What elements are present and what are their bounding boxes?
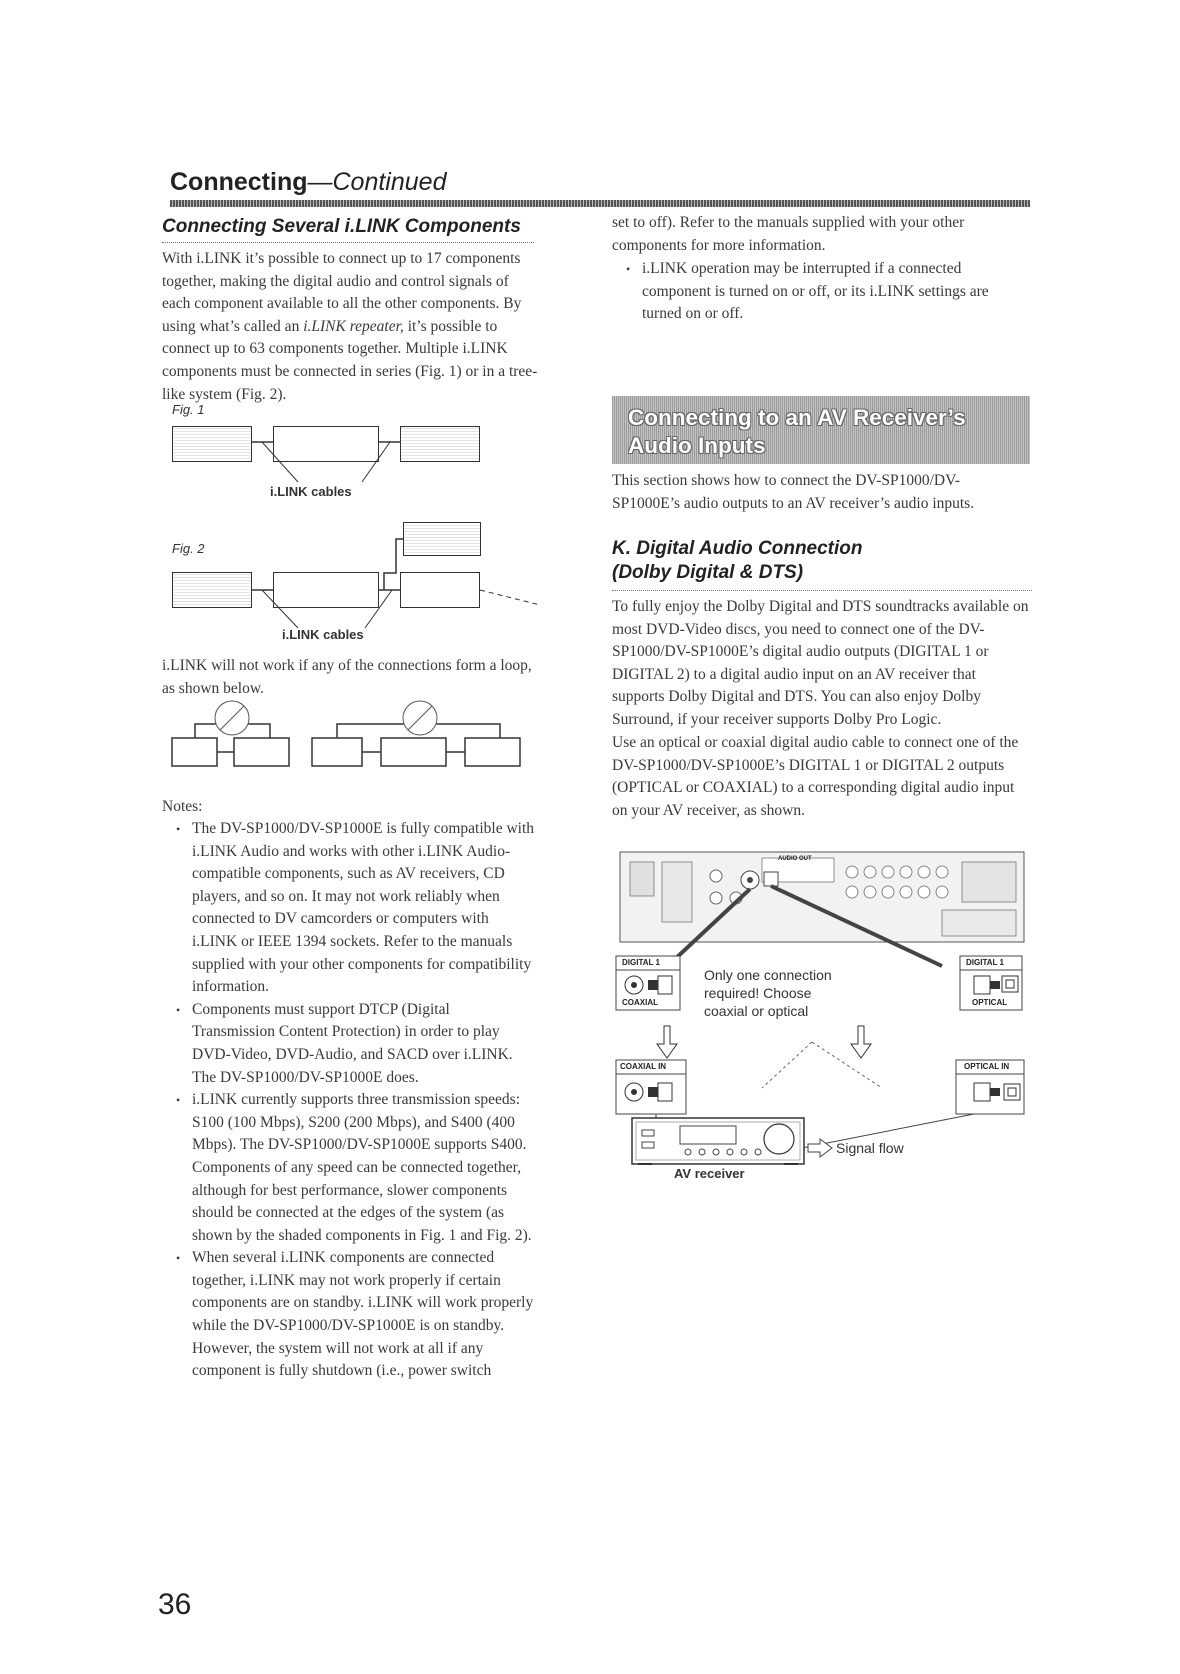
digital1-right-label: DIGITAL 1 [966,958,1004,967]
banner-line-1: Connecting to an AV Receiver’s [628,405,966,430]
intro-paragraph [162,248,540,406]
connection-note-line-1: Only one connection [704,967,832,983]
section-rule [162,242,534,243]
subsection-title-line-1: K. Digital Audio Connection [612,538,863,559]
fig2-cables [160,515,550,635]
continued-bullet-container [624,258,1012,326]
connection-diagram [612,848,1032,1188]
header-rule [170,200,1030,207]
audio-out-label: AUDIO OUT [778,856,812,862]
header-title: Connecting [170,168,308,196]
note-item: • Components must support DTCP (Digital Transmission Content Protection) in order to play DVD-Video, DVD-Audio, and SACD over i.LINK. The DV-SP1000/DV-SP1000E does. [192,999,536,1089]
connection-note-line-3: coaxial or optical [704,1003,809,1019]
notes-list [174,818,536,1383]
connection-note [704,966,832,1020]
page-header [170,168,446,197]
coaxial-label: COAXIAL [622,998,658,1007]
notes-list-container [174,818,536,1383]
subsection-rule [612,590,1032,591]
digital1-left-label: DIGITAL 1 [622,958,660,967]
fig2-label: Fig. 2 [172,541,205,556]
banner-line-2: Audio Inputs [628,433,766,458]
banner-title [628,404,966,460]
continued-bullet: • i.LINK operation may be interrupted if a connected component is turned on or off, or its i.LINK settings are turned on or off. [642,258,1012,326]
notes-heading: Notes: [162,798,203,815]
coaxial-in-label: COAXIAL IN [620,1062,667,1071]
header-continued: —Continued [307,168,447,196]
intro-pre: With i.LINK it’s possible to connect up to 17 components together, making the digital audio and control signals of each component available to all the other components. By using what’s called an [162,250,522,335]
optical-label: OPTICAL [972,998,1008,1007]
signal-flow-label: Signal flow [836,1140,904,1156]
intro-post: it’s possible to connect up to 63 components together. Multiple i.LINK components must be connected in series (Fig. 1) or in a tree-like system (Fig. 2). [162,317,538,403]
loop-paragraph: i.LINK will not work if any of the connections form a loop, as shown below. [162,657,532,697]
fig1-label: Fig. 1 [172,402,205,417]
note-item: • When several i.LINK components are connected together, i.LINK may not work properly if certain components are on standby. i.LINK will work properly while the DV-SP1000/DV-SP1000E is on standby. However, the system will not work at all if any component is fully shutdown (i.e., power switch [192,1247,536,1383]
av-receiver-label: AV receiver [674,1166,745,1181]
optical-in-label: OPTICAL IN [964,1062,1010,1071]
note-item: • i.LINK currently supports three transmission speeds: S100 (100 Mbps), S200 (200 Mbps), and S400 (400 Mbps). The DV-SP1000/DV-SP1000E supports S400. Components of any speed can be connected together, although for best performance, slower components should be connected at the edges of the system (as shown by the shaded components in Fig. 1 and Fig. 2). [192,1089,536,1247]
note-item: • The DV-SP1000/DV-SP1000E is fully compatible with i.LINK Audio and works with other i.LINK Audio-compatible components, such as AV receivers, CD players, and so on. It may not work reliably when connected to DV camcorders or computers with i.LINK or IEEE 1394 sockets. Refer to the manuals supplied with your other components for compatibility information. [192,818,536,999]
subsection-title-line-2: (Dolby Digital & DTS) [612,562,804,583]
intro-em: i.LINK repeater, [303,317,404,335]
section-title-ilink: Connecting Several i.LINK Components [162,216,521,237]
section-intro: This section shows how to connect the DV-SP1000/DV-SP1000E’s audio outputs to an AV receiver’s audio inputs. [612,472,975,512]
digital-paragraph-1: To fully enjoy the Dolby Digital and DTS soundtracks available on most DVD-Video discs, you need to connect one of the DV-SP1000/DV-SP1000E’s digital audio outputs (DIGITAL 1 or DIGITAL 2) to a digital audio input on an AV receiver that supports Dolby Digital and DTS. You can also enjoy Dolby Surround, if your receiver supports Dolby Pro Logic. [612,598,1029,728]
fig1-cables-label: i.LINK cables [270,484,352,499]
loop-diagrams [165,698,545,778]
fig1-cables [160,420,500,490]
digital-paragraph-2: Use an optical or coaxial digital audio cable to connect one of the DV-SP1000/DV-SP1000E’s DIGITAL 1 or DIGITAL 2 outputs (OPTICAL or COAXIAL) to a corresponding digital audio input on your AV receiver, as shown. [612,734,1019,819]
continued-bullet-list [624,258,1012,326]
page-number: 36 [158,1588,192,1621]
connection-note-line-2: required! Choose [704,985,812,1001]
fig2-cables-label: i.LINK cables [282,627,364,642]
continued-text: set to off). Refer to the manuals supplied with your other components for more information. [612,214,965,254]
